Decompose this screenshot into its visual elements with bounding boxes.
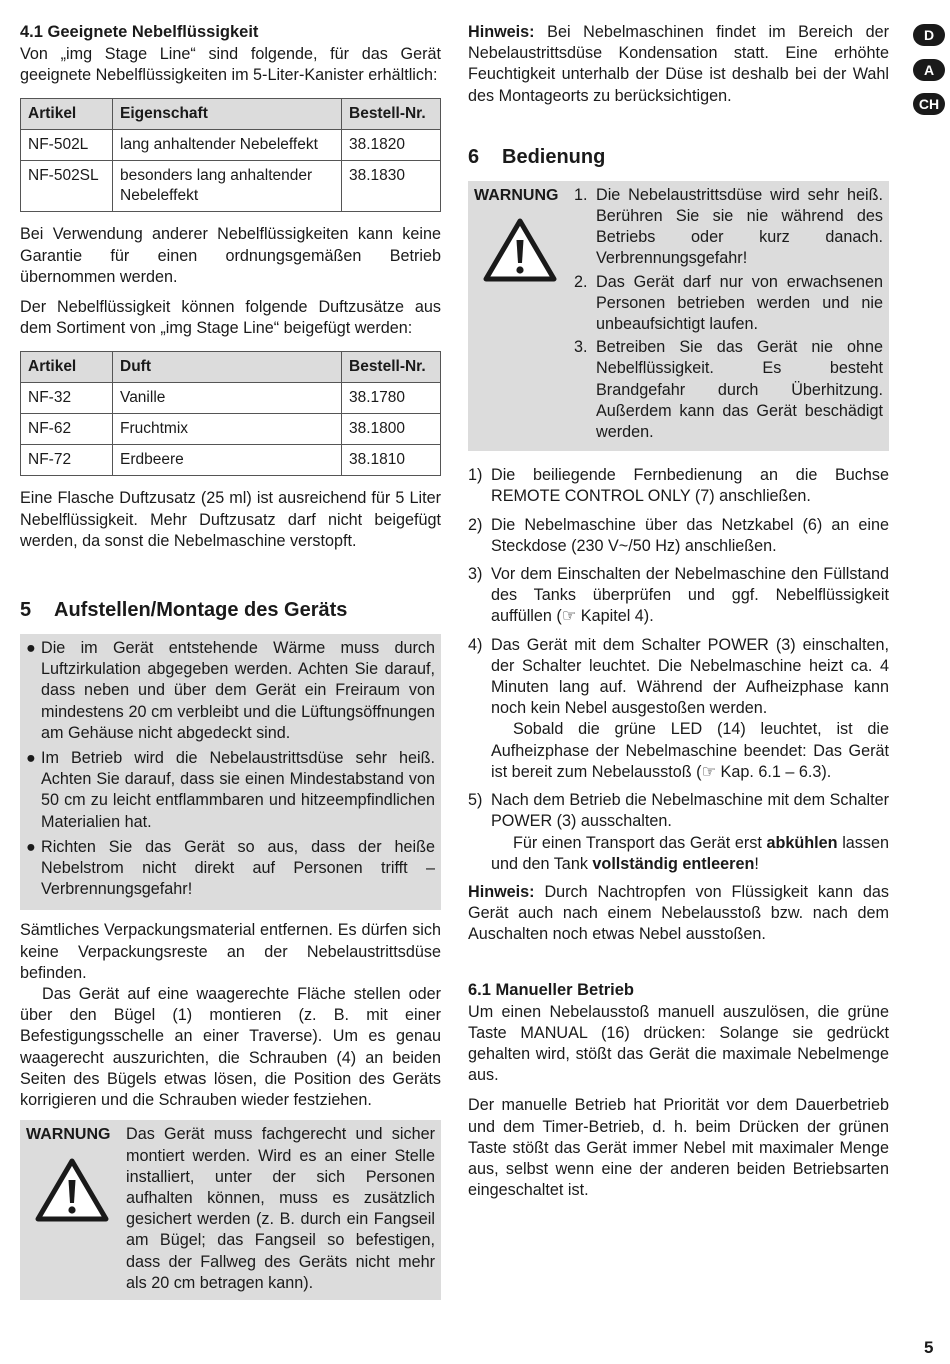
table-row [21, 383, 441, 414]
right-column [468, 22, 889, 1210]
note-label: Hinweis: [468, 23, 535, 41]
section-number: 6 [468, 145, 480, 168]
list-item [574, 337, 883, 443]
section-5-title [20, 598, 441, 622]
section-title-text: Aufstellen/Montage des Geräts [54, 599, 348, 622]
list-item [26, 638, 435, 744]
table-cell: NF-32 [21, 383, 113, 414]
warning-label: WARNUNG [26, 1126, 111, 1144]
table-row [21, 161, 441, 212]
warning-text: Das Gerät muss fachgerecht und sicher montiert werden. Wird es an einer Stelle installiert, unter der sich Personen aufhalten können, muss es zusätzlich gesichert werden (z. B. durch ein Fangseil am Bügel; das Fangseil so befestigen, dass der Fallweg des Geräts nicht mehr als 20 cm betragen kann). [126, 1125, 435, 1292]
warning-item-text: Das Gerät darf nur von erwachsenen Personen betrieben werden und nie unbeaufsichtigt laufen. [596, 272, 883, 334]
step-number: 5) [468, 791, 483, 810]
warning-triangle-icon [482, 216, 558, 284]
note-condensation [468, 22, 889, 107]
table-row [21, 130, 441, 161]
note-text: Durch Nachtropfen von Flüssigkeit kann das Gerät auch nach einem Nebelausstoß bzw. nach dem Auschalten noch etwas Nebel ausstoßen. [468, 882, 889, 944]
section-4-1-title: 4.1 Geeignete Nebelflüssigkeit [20, 23, 259, 41]
table-cell: Erdbeere [113, 445, 342, 476]
section-4-1-p3: Der Nebelflüssigkeit können folgende Duftzusätze aus dem Sortiment von „img Stage Line“ beigefügt werden: [20, 298, 441, 338]
table-cell: besonders lang anhaltender Nebeleffekt [113, 161, 342, 212]
emphasis-text: vollständig entleeren [592, 854, 755, 873]
list-item [468, 635, 889, 783]
section-6-1-p2: Der manuelle Betrieb hat Priorität vor dem Dauerbetrieb und dem Timer-Betrieb, d. h. beim Drücken der grünen Taste stößt das Gerät immer Nebel mit maximaler Menge aus, selbst wenn eine der anderen beiden Betriebsarten eingeschaltet ist. [468, 1096, 889, 1200]
left-column [20, 22, 441, 1310]
bullet-text: Im Betrieb wird die Nebelaustrittsdüse sehr heiß. Achten Sie darauf, dass sie einen Mindestabstand von 50 cm zu leicht entflammbaren und hitzeempfindlichen Materialien hat. [41, 749, 435, 831]
table-cell: 38.1810 [342, 445, 441, 476]
table-cell: Fruchtmix [113, 414, 342, 445]
list-item [468, 465, 889, 507]
section-6-1-title: 6.1 Manueller Betrieb [468, 980, 634, 999]
scent-table [20, 351, 441, 476]
list-item [574, 185, 883, 270]
bullet-box [20, 634, 441, 910]
table-header: Eigenschaft [113, 99, 342, 130]
page-number: 5 [924, 1338, 934, 1357]
section-5-p2: Das Gerät auf eine waagerechte Fläche stellen oder über den Bügel (1) montieren (z. B. mit einer Befestigungsschelle an einer Traverse). Um es genau waagerecht auszurichten, die Schrauben (4) an beiden Seiten des Bügels etwas lösen, die Position des Geräts korrigieren und die Schrauben wieder festziehen. [20, 985, 441, 1110]
step-text: Das Gerät mit dem Schalter POWER (3) einschalten, der Schalter leuchtet. Die Nebelmaschine heizt ca. 4 Minuten lang auf. Während der Aufheizphase kann noch kein Nebel ausgestoßen werden. [491, 635, 889, 718]
text-run: Für einen Transport das Gerät erst [513, 833, 767, 852]
step-subtext: Sobald die grüne LED (14) leuchtet, ist die Aufheizphase der Nebelmaschine beendet: Das Gerät ist bereit zum Nebelausstoß (☞ Kap. 6.1 – 6.3). [491, 720, 889, 781]
section-title-text: Bedienung [502, 145, 606, 168]
step-text: Nach dem Betrieb die Nebelmaschine mit dem Schalter POWER (3) ausschalten. [491, 791, 889, 831]
table-cell: 38.1780 [342, 383, 441, 414]
section-number: 5 [20, 599, 32, 622]
step-number: 3) [468, 565, 483, 584]
table-header: Bestell-Nr. [342, 99, 441, 130]
section-6-title [468, 145, 889, 169]
lang-tab-ch: CH [913, 93, 945, 115]
step-text: Vor dem Einschalten der Nebelmaschine den Füllstand des Tanks überprüfen und ggf. Nebelflüssigkeit auffüllen (☞ Kapitel 4). [491, 565, 889, 626]
list-item [468, 790, 889, 875]
table-header: Duft [113, 352, 342, 383]
section-4-1-intro: Von „img Stage Line“ sind folgende, für das Gerät geeignete Nebelflüssigkeiten im 5-Liter-Kanister erhältlich: [20, 45, 441, 85]
warning-triangle-icon [34, 1156, 110, 1224]
note-text: Bei Nebelmaschinen findet im Bereich der Nebelaustrittsdüse Kondensation statt. Eine erhöhte Feuchtigkeit unterhalb der Düse ist deshalb bei der Wahl des Montageorts zu berücksichtigen. [468, 23, 889, 105]
list-number: 1. [574, 185, 588, 204]
bullet-text: Die im Gerät entstehende Wärme muss durch Luftzirkulation abgegeben werden. Achten Sie darauf, dass neben und über dem Gerät ein Freiraum von mindestens 20 cm verbleibt und die Lüftungsöffnungen am Gehäuse nicht abgedeckt sind. [41, 639, 435, 742]
bullet-text: Richten Sie das Gerät so aus, dass der heiße Nebelstrom nicht direkt auf Personen trifft – Verbrennungsgefahr! [41, 837, 435, 899]
warning-list [574, 185, 883, 445]
step-number: 2) [468, 515, 483, 534]
text-run: ! [754, 854, 759, 873]
bullet-icon: ● [26, 639, 36, 658]
list-number: 2. [574, 272, 588, 291]
section-5-p1: Sämtliches Verpackungsmaterial entfernen. Es dürfen sich keine Verpackungsreste an der Nebelaustrittsdüse befinden. [20, 921, 441, 982]
bullet-icon: ● [26, 749, 36, 768]
table-row [21, 445, 441, 476]
list-item [574, 272, 883, 336]
table-cell: 38.1830 [342, 161, 441, 212]
fog-fluid-table [20, 98, 441, 212]
table-cell: NF-62 [21, 414, 113, 445]
table-cell: 38.1800 [342, 414, 441, 445]
table-cell: NF-502L [21, 130, 113, 161]
step-number: 4) [468, 635, 483, 654]
table-header: Artikel [21, 352, 113, 383]
table-cell: lang anhaltender Nebeleffekt [113, 130, 342, 161]
table-cell: 38.1820 [342, 130, 441, 161]
section-4-1-p4: Eine Flasche Duftzusatz (25 ml) ist ausreichend für 5 Liter Nebelflüssigkeit. Mehr Duftzusatz darf nicht beigefügt werden, da sonst die Nebelmaschine verstopft. [20, 489, 441, 550]
step-text: Die Nebelmaschine über das Netzkabel (6) an eine Steckdose (230 V~/50 Hz) anschließen. [491, 515, 889, 555]
list-item [26, 748, 435, 833]
warning-item-text: Die Nebelaustrittsdüse wird sehr heiß. Berühren Sie sie nie während des Betriebs oder kurz danach. Verbrennungsgefahr! [596, 185, 883, 268]
operation-steps [468, 465, 889, 875]
lang-tab-d: D [913, 24, 945, 46]
lang-tab-a: A [913, 59, 945, 81]
step-subtext [491, 833, 889, 875]
bullet-icon: ● [26, 837, 36, 856]
table-cell: NF-502SL [21, 161, 113, 212]
list-item [26, 837, 435, 901]
table-header: Bestell-Nr. [342, 352, 441, 383]
note-dripping [468, 882, 889, 946]
step-number: 1) [468, 466, 483, 485]
step-text: Die beiliegende Fernbedienung an die Buchse REMOTE CONTROL ONLY (7) anschließen. [491, 466, 889, 506]
table-cell: Vanille [113, 383, 342, 414]
note-label: Hinweis: [468, 882, 535, 901]
emphasis-text: abkühlen [766, 833, 838, 852]
section-4-1-p2: Bei Verwendung anderer Nebelflüssigkeiten kann keine Garantie für einen ordnungsgemäßen Betrieb übernommen werden. [20, 225, 441, 286]
list-item [468, 564, 889, 628]
table-header: Artikel [21, 99, 113, 130]
list-number: 3. [574, 338, 588, 357]
section-6-1-p1: Um einen Nebelausstoß manuell auszulösen, die grüne Taste MANUAL (16) drücken: Solange sie gedrückt gehalten wird, stößt das Gerät die maximale Nebelmenge aus. [468, 1002, 889, 1085]
text-run: lassen und den Tank [491, 833, 889, 873]
list-item [468, 515, 889, 557]
warning-box [468, 181, 889, 451]
warning-label: WARNUNG [474, 186, 559, 204]
table-cell: NF-72 [21, 445, 113, 476]
warning-box [20, 1120, 441, 1300]
table-row [21, 414, 441, 445]
warning-item-text: Betreiben Sie das Gerät nie ohne Nebelflüssigkeit. Es besteht Brandgefahr durch Überhitzung. Außerdem kann das Gerät beschädigt werden. [596, 338, 883, 442]
